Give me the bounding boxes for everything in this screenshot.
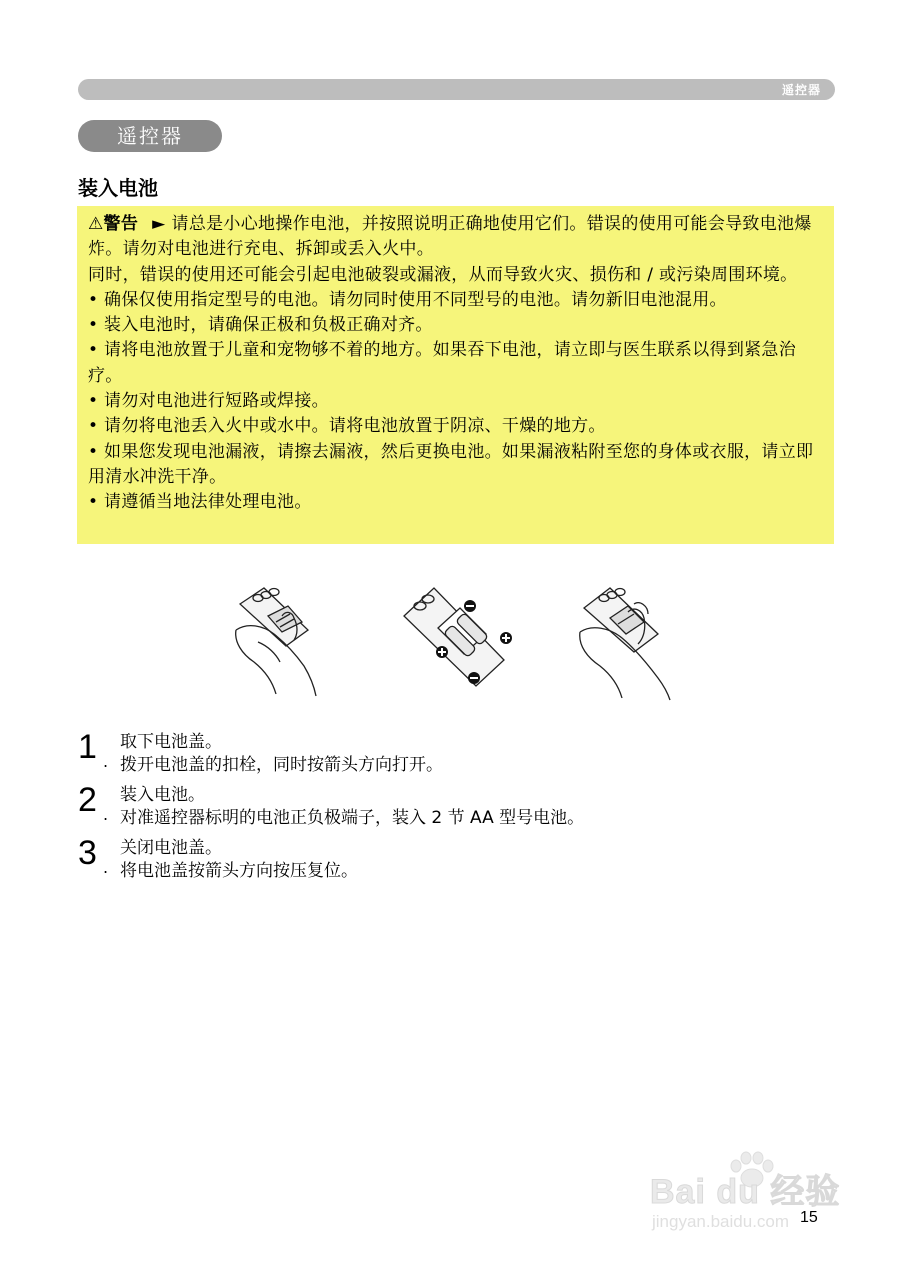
section-title: 遥控器 — [78, 120, 222, 152]
step-dot: . — [103, 752, 109, 771]
step-description: 将电池盖按箭头方向按压复位。 — [120, 861, 358, 881]
insert-battery-illustration — [398, 582, 518, 702]
step-number: 1 — [78, 728, 97, 766]
negative-terminal-icon — [464, 600, 476, 612]
header-label: 遥控器 — [781, 83, 821, 97]
watermark-brand: Bai du 经验 — [650, 1173, 841, 1211]
warning-bullet: • 请勿将电池丢入火中或水中。请将电池放置于阴凉、干燥的地方。 — [88, 416, 606, 437]
warning-box — [77, 206, 834, 544]
step-number: 3 — [78, 834, 97, 872]
positive-terminal-icon — [436, 646, 448, 658]
step-title: 取下电池盖。 — [120, 732, 222, 752]
warning-bullet: • 确保仅使用指定型号的电池。请勿同时使用不同型号的电池。请勿新旧电池混用。 — [88, 289, 727, 310]
warning-intro — [88, 212, 824, 263]
step-dot: . — [103, 805, 109, 824]
close-cover-illustration — [574, 582, 694, 702]
warning-bullet: • 装入电池时，请确保正极和负极正确对齐。 — [88, 315, 433, 336]
warning-text-1: 请总是小心地操作电池，并按照说明正确地使用它们。错误的使用可能会导致电池爆炸。请勿对电池进行充电、拆卸或丢入火中。 — [88, 214, 812, 260]
step-dot: . — [103, 858, 109, 877]
step-description: 拨开电池盖的扣栓，同时按箭头方向打开。 — [120, 755, 443, 775]
warning-text-2: 同时，错误的使用还可能会引起电池破裂或漏液，从而导致火灾、损伤和 / 或污染周围环境。 — [88, 264, 798, 285]
watermark-url: jingyan.baidu.com — [652, 1212, 790, 1231]
subsection-title: 装入电池 — [78, 176, 158, 200]
step-text — [120, 731, 443, 777]
arrow-icon: ► — [152, 214, 166, 234]
warning-bullet: • 请勿对电池进行短路或焊接。 — [88, 391, 329, 412]
step-text — [120, 837, 358, 883]
step-description: 对准遥控器标明的电池正负极端子，装入 2 节 AA 型号电池。 — [120, 808, 585, 828]
warning-bullet: • 请遵循当地法律处理电池。 — [88, 492, 312, 513]
baidu-watermark — [650, 1150, 860, 1250]
step-title: 关闭电池盖。 — [120, 838, 222, 858]
warning-heading: ⚠警告 — [88, 214, 139, 234]
warning-bullet: • 如果您发现电池漏液，请擦去漏液，然后更换电池。如果漏液粘附至您的身体或衣服，请立即用清水冲洗干净。 — [88, 441, 814, 487]
step-text — [120, 784, 584, 830]
warning-bullet: • 请将电池放置于儿童和宠物够不着的地方。如果吞下电池，请立即与医生联系以得到紧急治疗。 — [88, 340, 797, 386]
open-cover-illustration — [228, 582, 338, 702]
page-number: 15 — [800, 1209, 818, 1226]
positive-terminal-icon — [500, 632, 512, 644]
step-number: 2 — [78, 781, 97, 819]
step-title: 装入电池。 — [120, 785, 205, 805]
header-bar — [78, 79, 835, 100]
negative-terminal-icon — [468, 672, 480, 684]
